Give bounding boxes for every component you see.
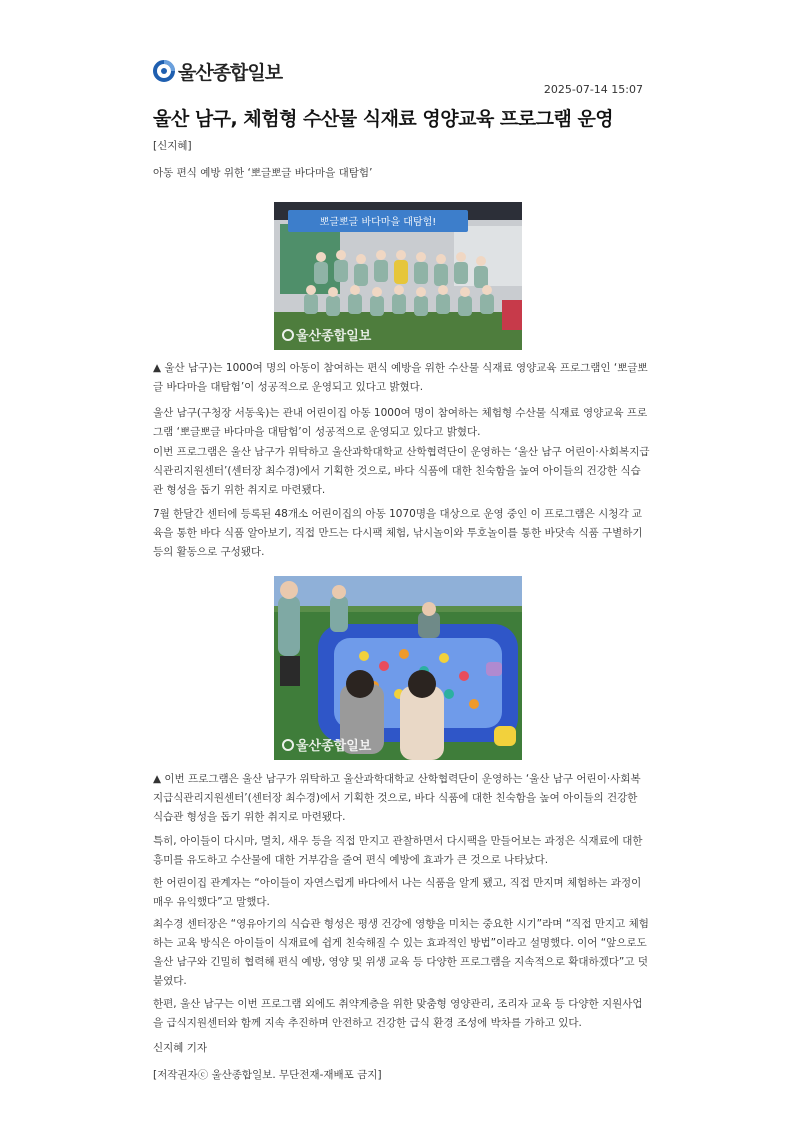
activity-photo-illustration xyxy=(274,576,522,760)
photo-watermark: 울산종합일보 xyxy=(282,735,371,754)
article-photo-group[interactable] xyxy=(274,202,522,350)
article-paragraph: 이번 프로그램은 울산 남구가 위탁하고 울산과학대학교 산학협력단이 운영하는 ‘울산 남구 어린이·사회복지급식관리지원센터’(센터장 최수경)에서 기획한 것으로, 바다 식품에 대한 친숙함을 높여 아이들의 건강한 식습관 형성을 돕기 위한 취지로 마련됐다. xyxy=(153,446,650,496)
article-paragraph: 울산 남구(구청장 서동욱)는 관내 어린이집 아동 1000여 명이 참여하는 체험형 수산물 식재료 영양교육 프로그램 ‘뽀글뽀글 바다마을 대탐험’이 성공적으로 운영되고 있다고 밝혔다. xyxy=(153,407,648,438)
article-paragraph: 한편, 울산 남구는 이번 프로그램 외에도 취약계층을 위한 맞춤형 영양관리, 조리자 교육 등 다양한 지원사업을 급식지원센터와 함께 지속 추진하며 안전하고 건강한 급식 환경 조성에 박차를 가하고 있다. xyxy=(153,998,643,1029)
article-datetime: 2025-07-14 15:07 xyxy=(543,83,643,96)
article-title: 울산 남구, 체험형 수산물 식재료 영양교육 프로그램 운영 xyxy=(153,108,614,130)
article-paragraph: 특히, 아이들이 다시마, 멸치, 새우 등을 직접 만지고 관찰하면서 다시팩을 만들어보는 과정은 식재료에 대한 흥미를 유도하고 수산물에 대한 거부감을 줄여 편식 예방에 효과가 큰 것으로 나타났다. xyxy=(153,835,643,866)
article-subtitle: 아동 편식 예방 위한 ‘뽀글뽀글 바다마을 대탐험’ xyxy=(153,167,373,179)
photo-watermark: 울산종합일보 xyxy=(282,325,371,344)
article-paragraph: 최수경 센터장은 “영유아기의 식습관 형성은 평생 건강에 영향을 미치는 중요한 시기”라며 “직접 만지고 체험하는 교육 방식은 아이들이 식재료에 쉽게 친숙해질 수 있는 효과적인 방법”이라고 설명했다. 이어 “앞으로도 울산 남구와 긴밀히 협력해 편식 예방, 영양 및 위생 교육 등 다양한 프로그램을 지속적으로 확대하겠다”고 덧붙였다. xyxy=(153,918,649,987)
watermark-logo-icon xyxy=(282,329,294,341)
banner-text: 뽀글뽀글 바다마을 대탐험! xyxy=(319,217,437,228)
reporter-name: 신지혜 기자 xyxy=(153,1042,208,1054)
logo-icon xyxy=(153,60,175,82)
logo-text: 울산종합일보 xyxy=(178,61,283,84)
article-paragraph: 한 어린이집 관계자는 “아이들이 자연스럽게 바다에서 나는 식품을 알게 됐고, 직접 만지며 체험하는 과정이 매우 유익했다”고 말했다. xyxy=(153,877,642,908)
article-paragraph: 7월 한달간 센터에 등록된 48개소 어린이집의 아동 1070명을 대상으로 운영 중인 이 프로그램은 시청각 교육을 통한 바다 식품 알아보기, 직접 만드는 다시팩 체험, 낚시놀이와 투호놀이를 통한 바닷속 식품 구별하기 등의 활동으로 구성됐다. xyxy=(153,508,643,558)
watermark-logo-icon xyxy=(282,739,294,751)
photo-caption: ▲ 이번 프로그램은 울산 남구가 위탁하고 울산과학대학교 산학협력단이 운영하는 ‘울산 남구 어린이·사회복지급식관리지원센터’(센터장 최수경)에서 기획한 것으로, 바다 식품에 대한 친숙함을 높여 아이들의 건강한 식습관 형성을 돕기 위한 취지로 마련됐다. xyxy=(153,773,641,823)
article-byline: [신지혜] xyxy=(153,140,192,152)
copyright-notice: [저작권자ⓒ 울산종합일보. 무단전재-재배포 금지] xyxy=(153,1069,382,1081)
masthead-logo[interactable] xyxy=(153,58,282,84)
photo-caption: ▲ 울산 남구)는 1000여 명의 아동이 참여하는 편식 예방을 위한 수산물 식재료 영양교육 프로그램인 ‘뽀글뽀글 바다마을 대탐험’이 성공적으로 운영되고 있다고 밝혔다. xyxy=(153,362,648,393)
article-photo-activity[interactable] xyxy=(274,576,522,760)
